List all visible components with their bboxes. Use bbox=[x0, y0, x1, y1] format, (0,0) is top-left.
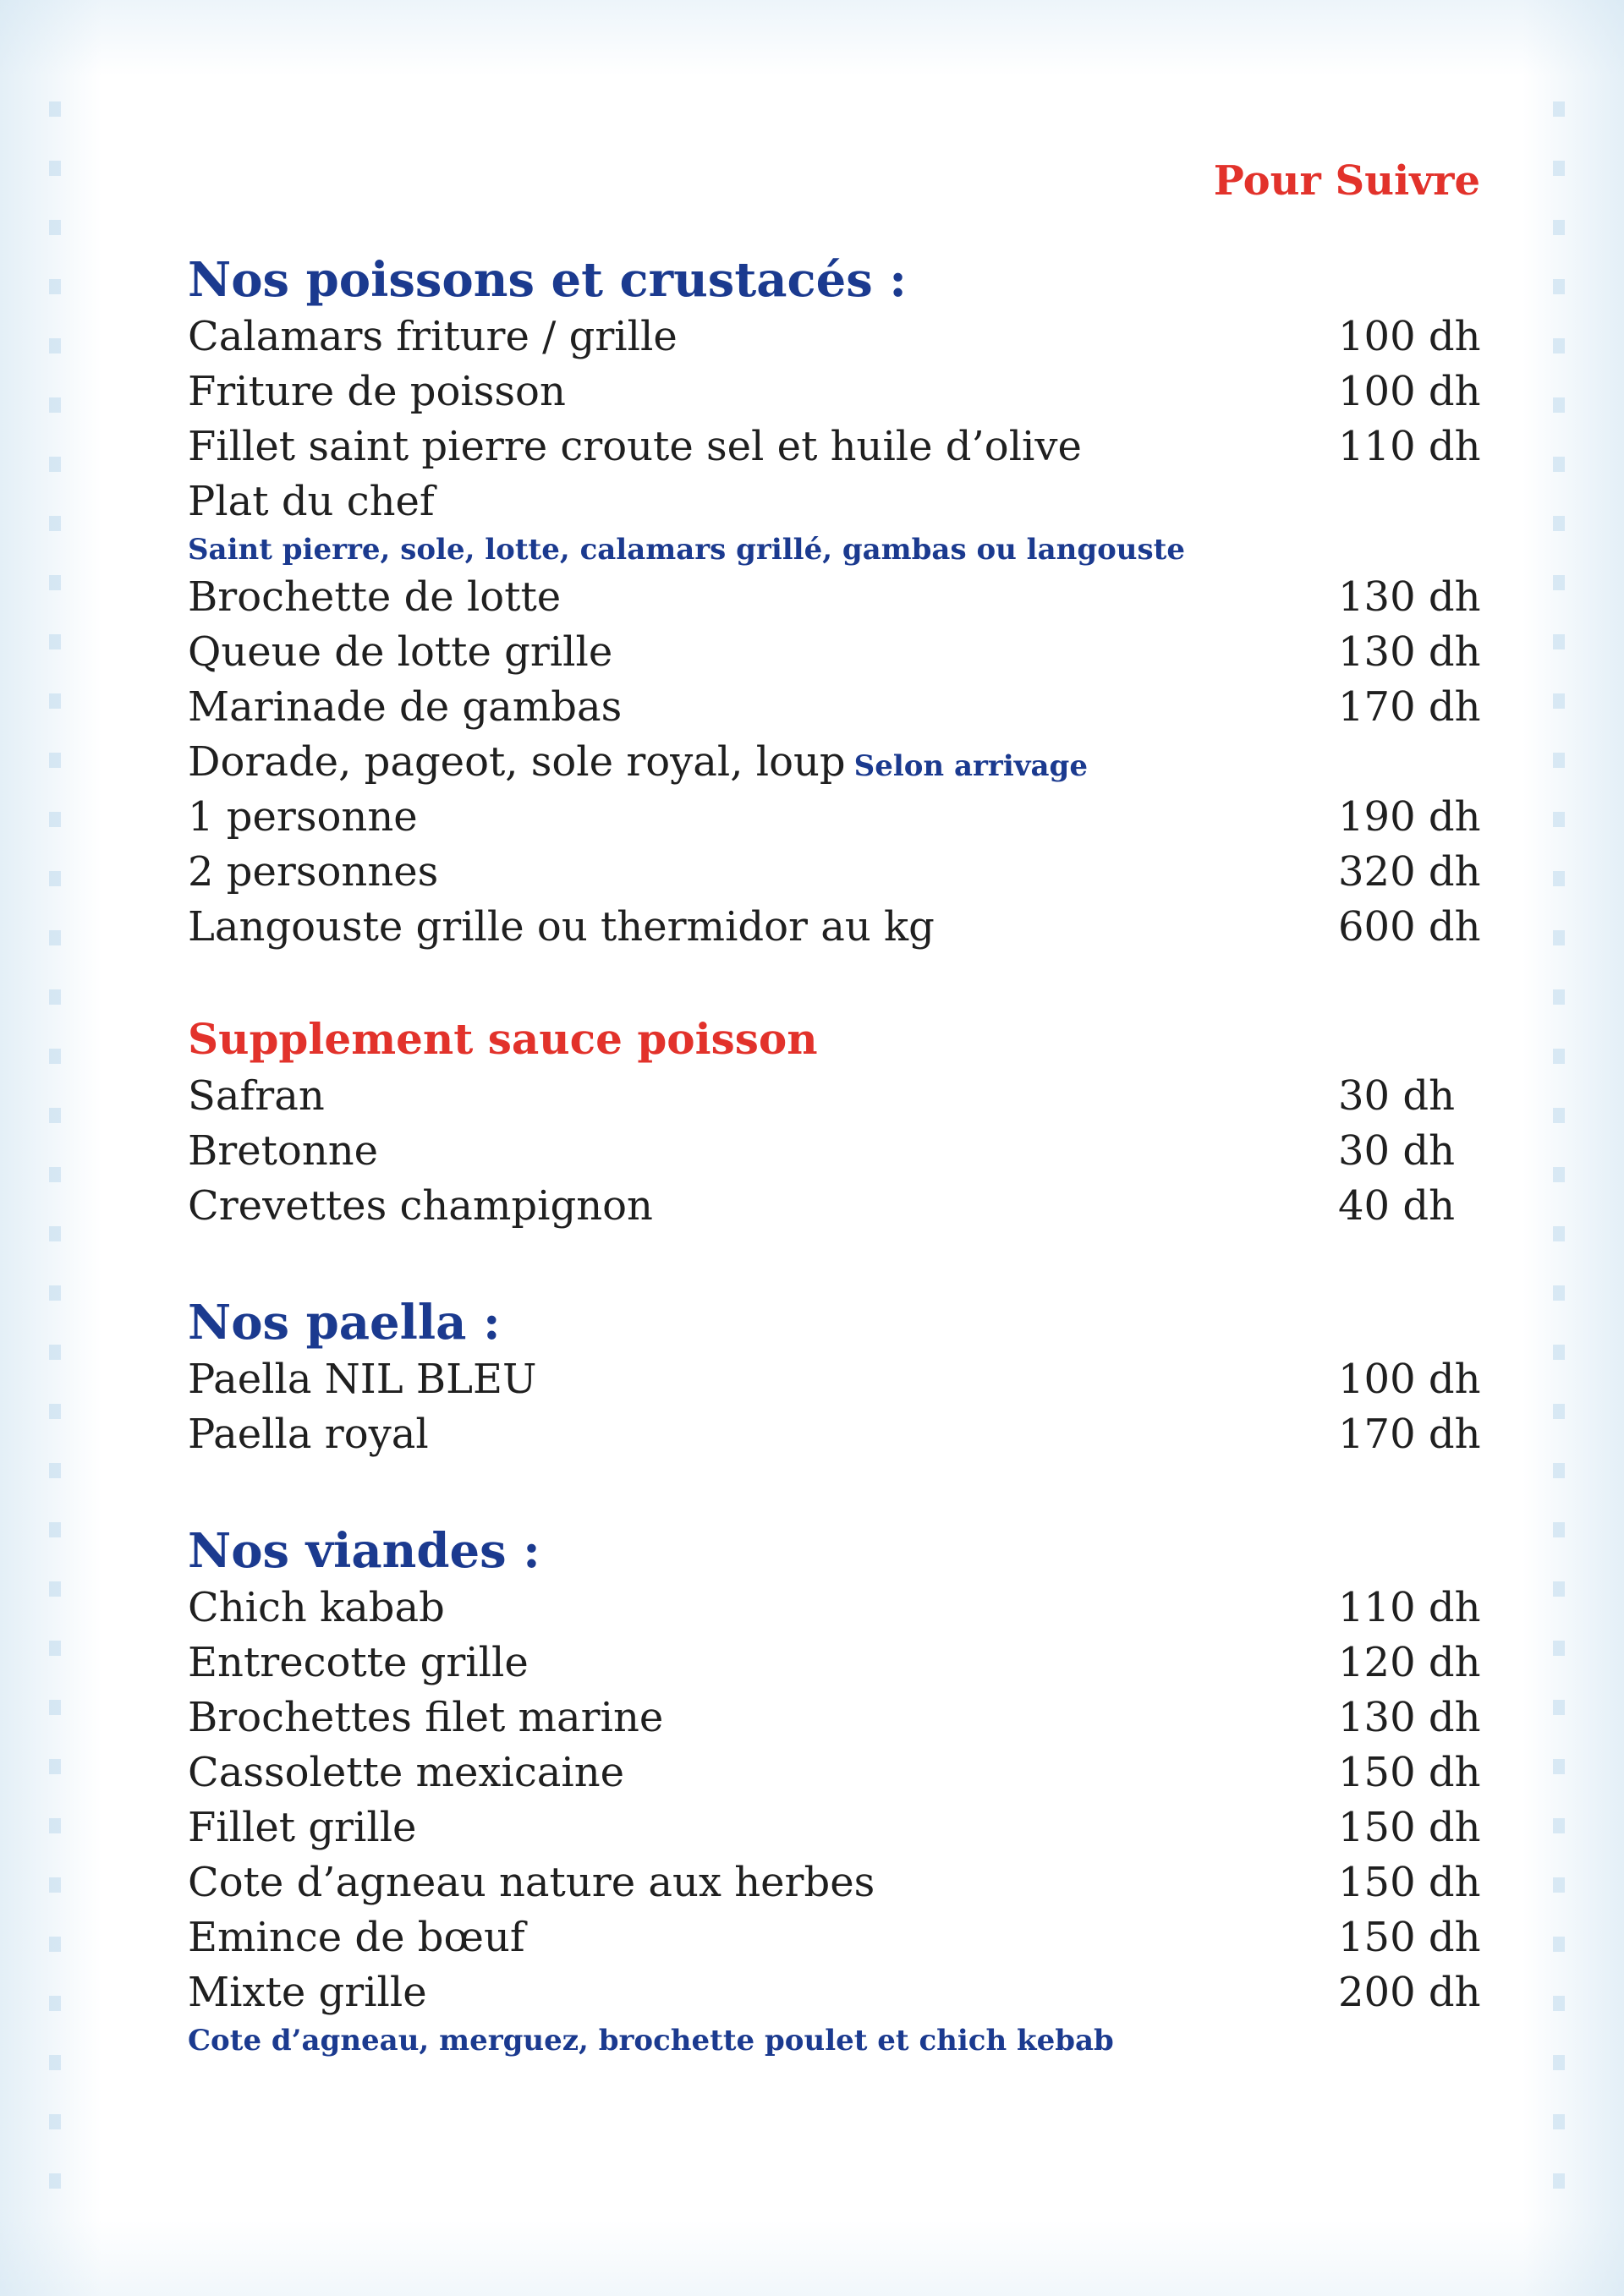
item-name: Langouste grille ou thermidor au kg bbox=[188, 903, 935, 951]
item-name: Friture de poisson bbox=[188, 368, 566, 415]
item-price: 100 dh bbox=[1338, 1356, 1481, 1403]
menu-item bbox=[188, 1581, 1481, 1636]
item-price: 200 dh bbox=[1338, 1969, 1481, 2016]
item-name: Fillet saint pierre croute sel et huile d’olive bbox=[188, 423, 1082, 470]
decorative-border-right bbox=[1553, 101, 1565, 2195]
section-title-paella: Nos paella : bbox=[188, 1295, 501, 1351]
item-name: Paella royal bbox=[188, 1411, 429, 1458]
menu-item bbox=[188, 1745, 1481, 1800]
item-name: Dorade, pageot, sole royal, loup bbox=[188, 738, 846, 786]
item-price: 110 dh bbox=[1338, 423, 1481, 470]
item-name-with-note bbox=[188, 735, 1088, 794]
section-title-viandes: Nos viandes : bbox=[188, 1523, 540, 1579]
section-spacer bbox=[188, 955, 1473, 1010]
item-price: 100 dh bbox=[1338, 368, 1481, 415]
item-price: 170 dh bbox=[1338, 683, 1481, 731]
item-name: Brochette de lotte bbox=[188, 573, 562, 621]
menu-item bbox=[188, 1124, 1473, 1179]
item-name: Calamars friture / grille bbox=[188, 313, 678, 360]
item-name: Entrecotte grille bbox=[188, 1639, 529, 1686]
menu-item bbox=[188, 310, 1481, 364]
item-name: Cassolette mexicaine bbox=[188, 1749, 625, 1796]
item-name: Mixte grille bbox=[188, 1969, 427, 2016]
item-price: 150 dh bbox=[1338, 1859, 1481, 1906]
section-spacer bbox=[188, 1234, 1473, 1293]
item-price: 100 dh bbox=[1338, 313, 1481, 360]
item-name: Queue de lotte grille bbox=[188, 628, 613, 676]
item-price: 30 dh bbox=[1338, 1127, 1455, 1175]
item-name: Bretonne bbox=[188, 1127, 379, 1175]
item-name: Safran bbox=[188, 1072, 325, 1120]
menu-item bbox=[188, 1855, 1481, 1910]
menu-item bbox=[188, 790, 1481, 845]
menu-item bbox=[188, 735, 1473, 790]
section-title-poissons: Nos poissons et crustacés : bbox=[188, 252, 907, 308]
item-price: 30 dh bbox=[1338, 1072, 1455, 1120]
item-price: 130 dh bbox=[1338, 1694, 1481, 1741]
item-name: Cote d’agneau nature aux herbes bbox=[188, 1859, 875, 1906]
menu-item bbox=[188, 845, 1481, 900]
item-price: 150 dh bbox=[1338, 1749, 1481, 1796]
item-price: 320 dh bbox=[1338, 848, 1481, 896]
item-name: Crevettes champignon bbox=[188, 1182, 653, 1230]
menu-item bbox=[188, 419, 1481, 474]
item-name: 1 personne bbox=[188, 793, 418, 841]
item-price: 40 dh bbox=[1338, 1182, 1455, 1230]
menu-item bbox=[188, 1407, 1481, 1462]
item-name: Marinade de gambas bbox=[188, 683, 623, 731]
item-price: 110 dh bbox=[1338, 1584, 1481, 1631]
selon-arrivage-note: Selon arrivage bbox=[853, 749, 1088, 783]
item-price: 600 dh bbox=[1338, 903, 1481, 951]
item-name: Fillet grille bbox=[188, 1804, 417, 1851]
menu-item bbox=[188, 1069, 1473, 1124]
menu-item bbox=[188, 364, 1481, 419]
menu-item bbox=[188, 1690, 1481, 1745]
menu-item bbox=[188, 900, 1481, 955]
item-price: 130 dh bbox=[1338, 628, 1481, 676]
plat-du-chef-note: Saint pierre, sole, lotte, calamars grillé, gambas ou langouste bbox=[188, 533, 1185, 567]
item-price: 150 dh bbox=[1338, 1914, 1481, 1961]
item-name: Emince de bœuf bbox=[188, 1914, 525, 1961]
pour-suivre-label: Pour Suivre bbox=[1213, 157, 1480, 205]
item-price: 130 dh bbox=[1338, 573, 1481, 621]
menu-item bbox=[188, 1800, 1481, 1855]
item-price: 170 dh bbox=[1338, 1411, 1481, 1458]
item-price: 190 dh bbox=[1338, 793, 1481, 841]
menu-item bbox=[188, 474, 1473, 529]
mixte-grille-note: Cote d’agneau, merguez, brochette poulet et chich kebab bbox=[188, 2024, 1114, 2058]
menu-item bbox=[188, 1179, 1473, 1234]
item-price: 120 dh bbox=[1338, 1639, 1481, 1686]
menu-item bbox=[188, 570, 1481, 625]
menu-item bbox=[188, 1352, 1481, 1407]
item-price: 150 dh bbox=[1338, 1804, 1481, 1851]
item-name: Paella NIL BLEU bbox=[188, 1356, 537, 1403]
menu-item bbox=[188, 1636, 1481, 1690]
menu-item bbox=[188, 1910, 1481, 1965]
item-name: Brochettes filet marine bbox=[188, 1694, 664, 1741]
decorative-border-left bbox=[49, 101, 61, 2195]
item-name: 2 personnes bbox=[188, 848, 439, 896]
menu-item bbox=[188, 1965, 1481, 2020]
section-spacer bbox=[188, 1462, 1473, 1521]
item-name: Chich kabab bbox=[188, 1584, 445, 1631]
menu-item bbox=[188, 625, 1481, 680]
menu-content bbox=[188, 250, 1481, 2061]
menu-item bbox=[188, 680, 1481, 735]
item-name: Plat du chef bbox=[188, 478, 435, 525]
section-title-supplement: Supplement sauce poisson bbox=[188, 1014, 818, 1064]
